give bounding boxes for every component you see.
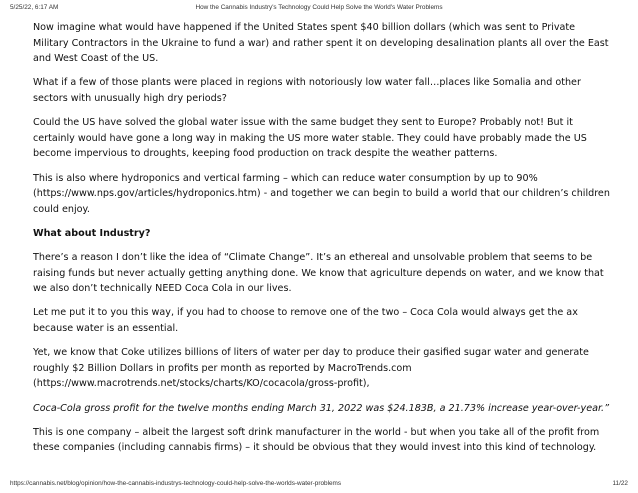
- section-heading: What about Industry?: [33, 227, 151, 239]
- print-header: [10, 4, 628, 16]
- print-url: https://cannabis.net/blog/opinion/how-the-cannabis-industrys-technology-could-help-solve-the-worlds-water-problems: [10, 480, 342, 487]
- article-paragraph: What if a few of those plants were placed in regions with notoriously low water fall…places like Somalia and other sectors with unusually high dry periods?: [33, 77, 581, 104]
- article-paragraph: Now imagine what would have happened if the United States spent $40 billion dollars (which was sent to Private Military Contractors in the Ukraine to fund a war) and rather spent it on developing desalination plants all over the East and West Coast of the US.: [33, 22, 609, 65]
- print-date: 5/25/22, 6:17 AM: [10, 4, 59, 11]
- article-body: [33, 20, 613, 465]
- article-paragraph: This is one company – albeit the largest soft drink manufacturer in the world - but when you take all of the profit from these companies (including cannabis firms) – it should be obvious that they would invest into this kind of technology.: [33, 426, 600, 454]
- article-paragraph: Yet, we know that Coke utilizes billions of liters of water per day to produce their gasified sugar water and generate roughly $2 Billion Dollars in profits per month as reported by MacroTrends.com (https://www.macrotrends.net/stocks/charts/KO/cocacola/gross-profit),: [33, 347, 589, 390]
- article-paragraph: There’s a reason I don’t like the idea of “Climate Change”. It’s an ethereal and unsolvable problem that seems to be raising funds but never actually getting anything done. We know that agriculture depends on water, and we know that we also don’t technically NEED Coca Cola in our lives.: [33, 252, 604, 295]
- page-number: 11/22: [612, 480, 628, 487]
- article-paragraph: This is also where hydroponics and vertical farming – which can reduce water consumption by up to 90% (https://www.nps.gov/articles/hydroponics.htm) - and together we can begin to build a world that our children’s children could enjoy.: [33, 172, 610, 215]
- quote-paragraph: Coca-Cola gross profit for the twelve months ending March 31, 2022 was $24.183B, a 21.73% increase year-over-year.”: [33, 402, 610, 414]
- article-paragraph: Could the US have solved the global water issue with the same budget they sent to Europe? Probably not! But it certainly would have gone a long way in making the US more water stable. They could have probably made the US become impervious to droughts, keeping food production on track despite the weather patterns.: [33, 117, 587, 160]
- print-footer: [10, 480, 628, 490]
- print-page-title: How the Cannabis Industry's Technology Could Help Solve the World's Water Problems: [195, 4, 443, 11]
- article-paragraph: Let me put it to you this way, if you had to choose to remove one of the two – Coca Cola would always get the ax because water is an essential.: [33, 307, 578, 335]
